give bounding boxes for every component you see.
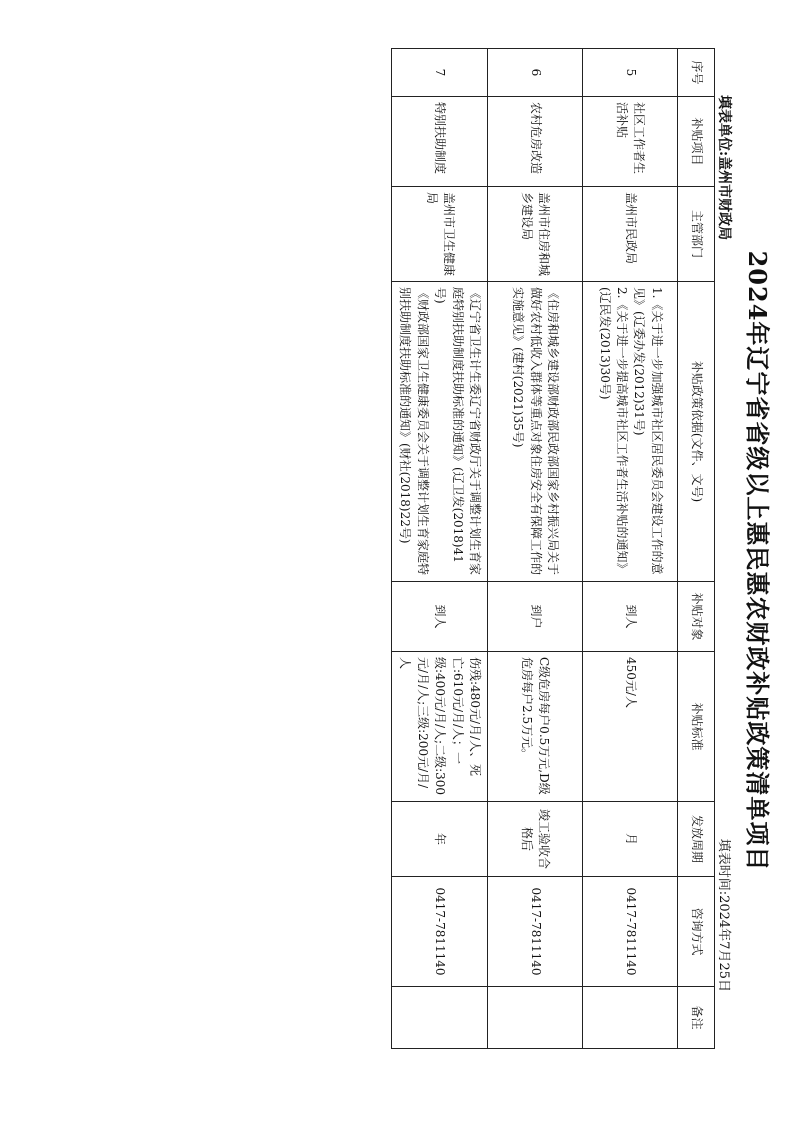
header-dept: 主管部门 <box>678 187 715 282</box>
fill-date-label: 填表时间: <box>716 838 731 896</box>
header-no: 序号 <box>678 49 715 97</box>
row-contact: 0417-7811140 <box>392 877 488 987</box>
document-title: 2024年辽宁省省级以上惠民惠农财政补贴政策清单项目 <box>743 250 772 872</box>
row-target: 到户 <box>488 582 583 652</box>
header-item: 补贴项目 <box>678 97 715 187</box>
row-dept: 盖州市住房和城乡建设局 <box>488 187 583 282</box>
header-note: 备注 <box>678 987 715 1049</box>
row-dept: 盖州市民政局 <box>583 187 678 282</box>
header-standard: 补贴标准 <box>678 652 715 802</box>
header-contact: 咨询方式 <box>678 877 715 987</box>
row-policy <box>583 282 678 582</box>
row-dept: 盖州市卫生健康局 <box>392 187 488 282</box>
policy-line: 《住房和城乡建设部财政部民政部国家乡村振兴局关于做好农村低收入群体等重点对象住房安全有保障工作的实施意见》(建村(2021)35号) <box>511 287 561 576</box>
row-cycle: 竣工验收合格后 <box>488 802 583 877</box>
policy-line: 《财政部国家卫生健康委员会关于调整计划生育家庭特别扶助制度扶助标准的通知》(财社(2018)22号) <box>398 287 430 576</box>
row-policy <box>392 282 488 582</box>
row-note <box>488 987 583 1049</box>
row-no: 6 <box>488 49 583 97</box>
row-standard: C级危房每户0.5万元,D级危房每户2.5万元。 <box>488 652 583 802</box>
row-no: 7 <box>392 49 488 97</box>
row-policy <box>488 282 583 582</box>
header-cycle: 发放周期 <box>678 802 715 877</box>
row-target: 到人 <box>583 582 678 652</box>
row-note <box>583 987 678 1049</box>
header-target: 补贴对象 <box>678 582 715 652</box>
fill-date <box>716 839 735 992</box>
policy-line: 1.《关于进一步加强城市社区居民委员会建设工作的意见》(辽委办发(2012)31号) <box>632 287 664 575</box>
fill-date-value: 2024年7月25日 <box>716 895 731 992</box>
row-no: 5 <box>583 49 678 97</box>
header-policy: 补贴政策依据(文件、文号) <box>678 282 715 582</box>
fill-unit-value: 盖州市财政局 <box>716 156 732 241</box>
row-note <box>392 987 488 1049</box>
policy-line: 2.《关于进一步提高城市社区工作者生活补贴的通知》(辽民发(2013)30号) <box>597 287 629 575</box>
row-item: 社区工作者生活补贴 <box>583 97 678 187</box>
row-cycle: 月 <box>583 802 678 877</box>
row-item: 农村危房改造 <box>488 97 583 187</box>
fill-unit-label: 填表单位: <box>716 95 732 157</box>
table-row <box>392 49 488 1049</box>
row-contact: 0417-7811140 <box>488 877 583 987</box>
row-standard: 伤残:480元/月/人、死亡:610元/月/人；一级:400元/月/人;二级:300元/月/人;三级:200元/月/人 <box>392 652 488 802</box>
policy-table <box>391 48 715 1049</box>
table-row <box>488 49 583 1049</box>
fill-unit <box>715 95 735 240</box>
row-target: 到人 <box>392 582 488 652</box>
row-standard: 450元/人 <box>583 652 678 802</box>
row-item: 特别扶助制度 <box>392 97 488 187</box>
row-contact: 0417-7811140 <box>583 877 678 987</box>
policy-line: 《辽宁省卫生计生委辽宁省财政厅关于调整计划生育家庭特别扶助制度扶助标准的通知》(辽卫发(2018)41号) <box>433 287 482 576</box>
table-header-row <box>678 49 715 1049</box>
table-row <box>583 49 678 1049</box>
row-cycle: 年 <box>392 802 488 877</box>
